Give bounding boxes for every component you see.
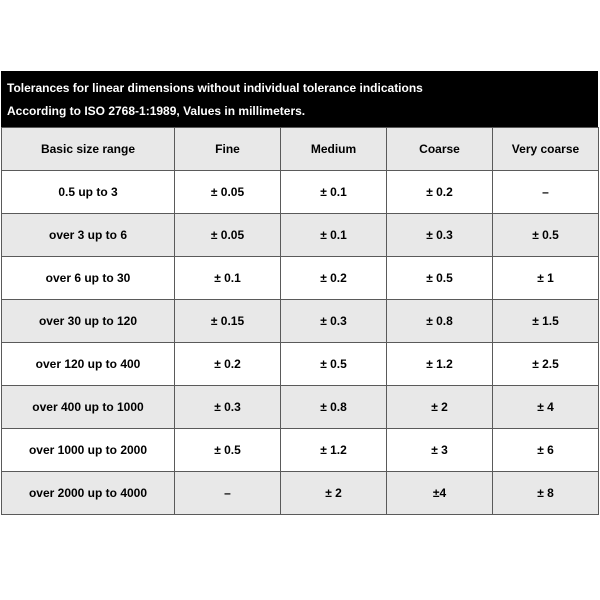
cell-medium: ± 0.2 [281, 257, 387, 300]
cell-medium: ± 0.1 [281, 214, 387, 257]
header-row [2, 128, 599, 171]
title-line-1: Tolerances for linear dimensions without individual tolerance indications [7, 81, 423, 95]
header-coarse: Coarse [387, 128, 493, 171]
cell-size-range: 0.5 up to 3 [2, 171, 175, 214]
cell-size-range: over 2000 up to 4000 [2, 472, 175, 515]
cell-medium: ± 0.8 [281, 386, 387, 429]
table-row [2, 300, 599, 343]
cell-coarse: ± 0.5 [387, 257, 493, 300]
table-row [2, 343, 599, 386]
header-medium: Medium [281, 128, 387, 171]
table-row [2, 257, 599, 300]
cell-medium: ± 0.1 [281, 171, 387, 214]
table-row [2, 472, 599, 515]
cell-medium: ± 0.5 [281, 343, 387, 386]
cell-medium: ± 0.3 [281, 300, 387, 343]
cell-fine: ± 0.2 [175, 343, 281, 386]
cell-fine: ± 0.05 [175, 171, 281, 214]
cell-very-coarse: – [493, 171, 599, 214]
cell-medium: ± 1.2 [281, 429, 387, 472]
cell-size-range: over 1000 up to 2000 [2, 429, 175, 472]
cell-coarse: ± 1.2 [387, 343, 493, 386]
cell-fine: ± 0.1 [175, 257, 281, 300]
cell-coarse: ± 0.2 [387, 171, 493, 214]
title-bar [1, 71, 598, 127]
cell-very-coarse: ± 1 [493, 257, 599, 300]
header-basic-size-range: Basic size range [2, 128, 175, 171]
cell-coarse: ±4 [387, 472, 493, 515]
cell-size-range: over 6 up to 30 [2, 257, 175, 300]
header-fine: Fine [175, 128, 281, 171]
tolerance-table [1, 127, 599, 515]
cell-very-coarse: ± 2.5 [493, 343, 599, 386]
cell-fine: ± 0.15 [175, 300, 281, 343]
title-line-2: According to ISO 2768-1:1989, Values in millimeters. [7, 104, 306, 118]
cell-size-range: over 30 up to 120 [2, 300, 175, 343]
cell-size-range: over 120 up to 400 [2, 343, 175, 386]
cell-very-coarse: ± 8 [493, 472, 599, 515]
cell-coarse: ± 3 [387, 429, 493, 472]
cell-coarse: ± 2 [387, 386, 493, 429]
header-very-coarse: Very coarse [493, 128, 599, 171]
table-row [2, 386, 599, 429]
cell-fine: ± 0.05 [175, 214, 281, 257]
cell-very-coarse: ± 0.5 [493, 214, 599, 257]
table-row [2, 214, 599, 257]
cell-coarse: ± 0.8 [387, 300, 493, 343]
cell-fine: ± 0.5 [175, 429, 281, 472]
cell-coarse: ± 0.3 [387, 214, 493, 257]
table-row [2, 429, 599, 472]
table-row [2, 171, 599, 214]
cell-fine: ± 0.3 [175, 386, 281, 429]
cell-size-range: over 400 up to 1000 [2, 386, 175, 429]
cell-medium: ± 2 [281, 472, 387, 515]
cell-size-range: over 3 up to 6 [2, 214, 175, 257]
cell-very-coarse: ± 4 [493, 386, 599, 429]
cell-very-coarse: ± 6 [493, 429, 599, 472]
tolerance-sheet [1, 71, 598, 515]
cell-very-coarse: ± 1.5 [493, 300, 599, 343]
cell-fine: – [175, 472, 281, 515]
